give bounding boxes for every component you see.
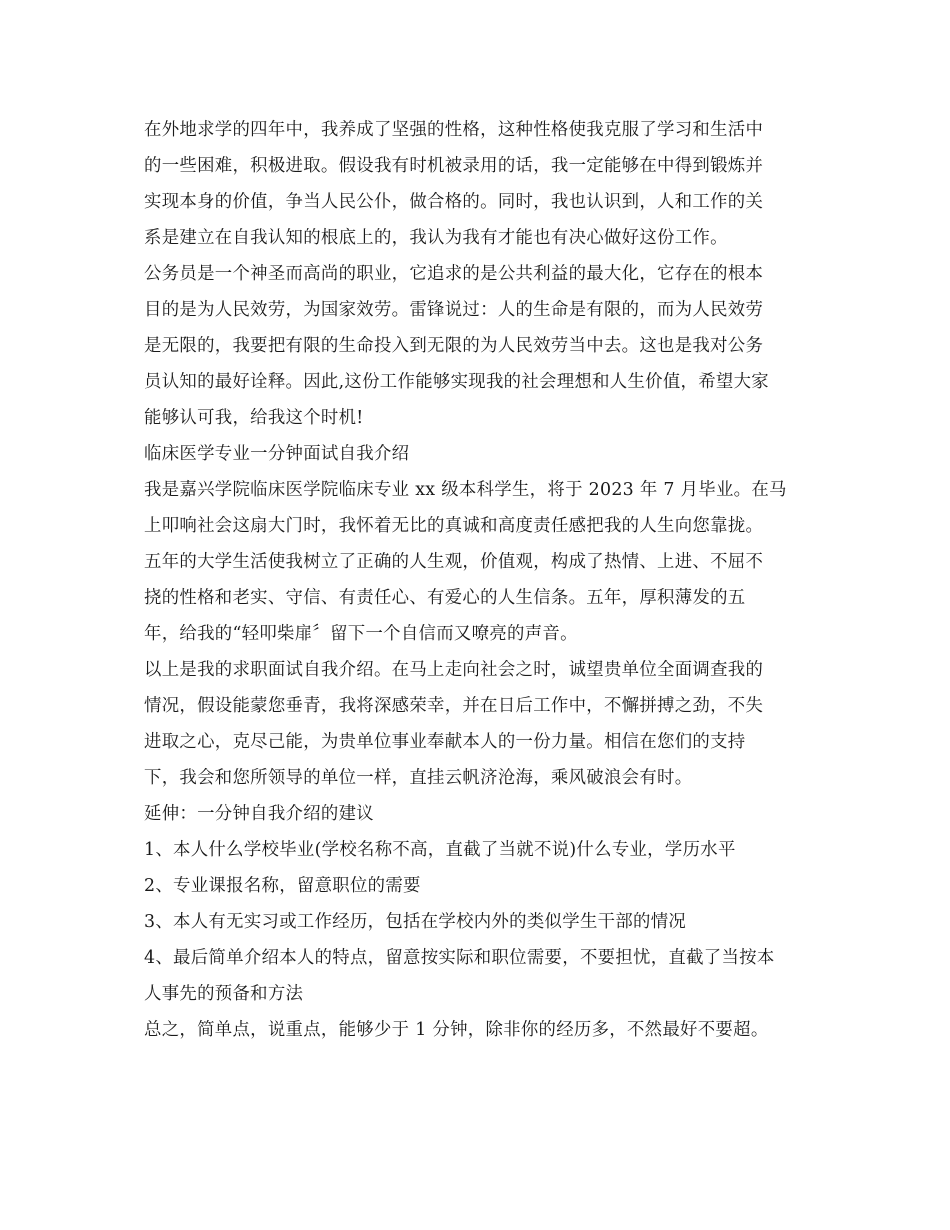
text-line: 我是嘉兴学院临床医学院临床专业 xx 级本科学生，将于 2023 年 7 月毕业。在马 <box>144 480 787 500</box>
text-line: 下，我会和您所领导的单位一样，直挂云帆济沧海，乘风破浪会有时。 <box>144 768 693 788</box>
section-heading: 延伸：一分钟自我介绍的建议 <box>144 804 374 824</box>
text-line: 实现本身的价值，争当人民公仆，做合格的。同时，我也认识到，人和工作的关 <box>144 192 764 212</box>
text-line: 公务员是一个神圣而高尚的职业，它追求的是公共利益的最大化，它存在的根本 <box>144 264 764 284</box>
list-item: 1、本人什么学校毕业(学校名称不高，直截了当就不说)什么专业，学历水平 <box>144 840 736 860</box>
text-line: 年，给我的“轻叩柴扉〞留下一个自信而又嘹亮的声音。 <box>144 624 578 644</box>
document-body <box>144 112 812 1048</box>
text-line: 总之，简单点，说重点，能够少于 1 分钟，除非你的经历多，不然最好不要超。 <box>144 1020 769 1040</box>
text-line: 是无限的，我要把有限的生命投入到无限的为人民效劳当中去。这也是我对公务 <box>144 336 764 356</box>
text-line: 以上是我的求职面试自我介绍。在马上走向社会之时，诚望贵单位全面调查我的 <box>144 660 764 680</box>
list-item: 3、本人有无实习或工作经历，包括在学校内外的类似学生干部的情况 <box>144 912 687 932</box>
section-heading: 临床医学专业一分钟面试自我介绍 <box>144 444 410 464</box>
text-line: 能够认可我，给我这个时机! <box>144 408 364 428</box>
text-line: 在外地求学的四年中，我养成了坚强的性格，这种性格使我克服了学习和生活中 <box>144 120 764 140</box>
list-item: 2、专业课报名称，留意职位的需要 <box>144 876 421 896</box>
text-line: 五年的大学生活使我树立了正确的人生观，价值观，构成了热情、上进、不屈不 <box>144 552 764 572</box>
text-line: 目的是为人民效劳，为国家效劳。雷锋说过：人的生命是有限的，而为人民效劳 <box>144 300 764 320</box>
text-line: 进取之心，克尽己能，为贵单位事业奉献本人的一份力量。相信在您们的支持 <box>144 732 746 752</box>
text-line: 上叩响社会这扇大门时，我怀着无比的真诚和高度责任感把我的人生向您靠拢。 <box>144 516 764 536</box>
list-item: 4、最后简单介绍本人的特点，留意按实际和职位需要，不要担忧，直截了当按本 <box>144 948 775 968</box>
text-line: 的一些困难，积极进取。假设我有时机被录用的话，我一定能够在中得到锻炼并 <box>144 156 764 176</box>
text-line: 挠的性格和老实、守信、有责任心、有爱心的人生信条。五年，厚积薄发的五 <box>144 588 746 608</box>
text-line: 系是建立在自我认知的根底上的，我认为我有才能也有决心做好这份工作。 <box>144 228 728 248</box>
text-line: 情况，假设能蒙您垂青，我将深感荣幸，并在日后工作中，不懈拼搏之劲，不失 <box>144 696 764 716</box>
text-line: 人事先的预备和方法 <box>144 984 304 1004</box>
text-line: 员认知的最好诠释。因此,这份工作能够实现我的社会理想和人生价值，希望大家 <box>144 372 770 392</box>
